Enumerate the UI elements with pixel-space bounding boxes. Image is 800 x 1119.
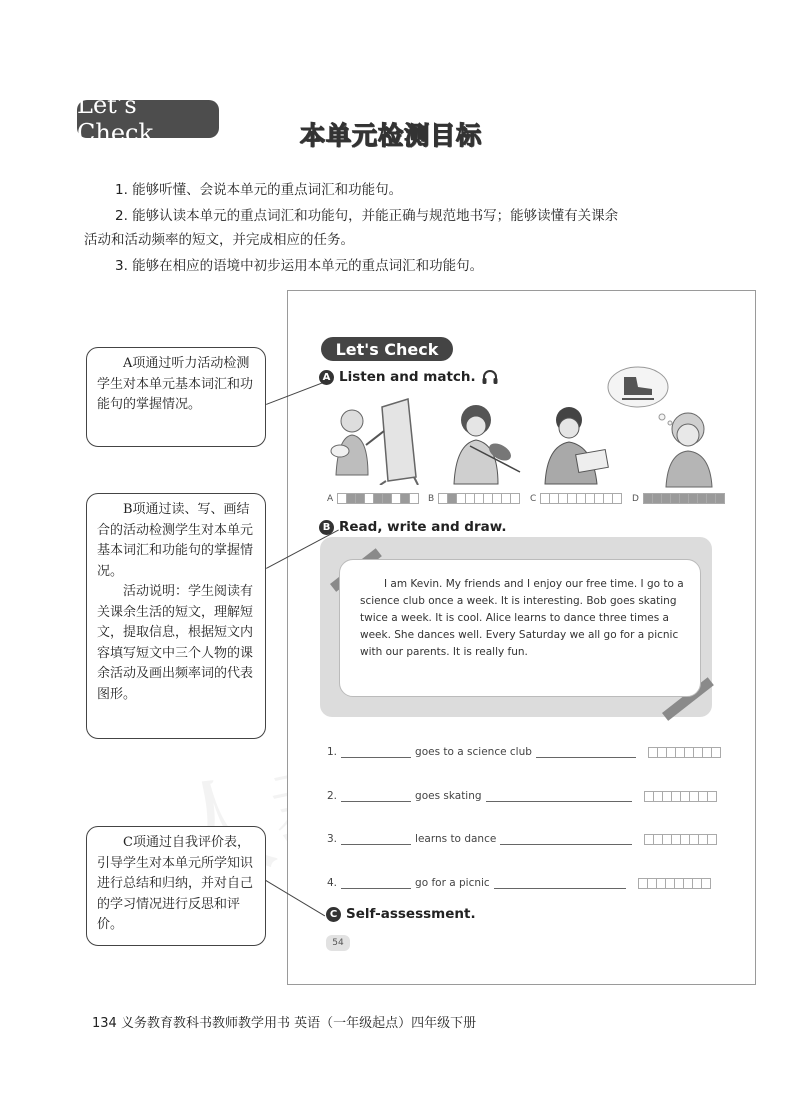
- section-a-header: [319, 369, 499, 385]
- headphones-icon: [481, 369, 499, 385]
- fill-row-1: [327, 745, 720, 758]
- page-footer: 134 义务教育教科书教师教学用书 英语（一年级起点）四年级下册: [92, 1016, 477, 1031]
- goal-title-char: 标: [456, 121, 482, 150]
- draw-boxes[interactable]: [638, 878, 710, 889]
- match-box-a[interactable]: [327, 493, 418, 504]
- row-number: 4.: [327, 877, 338, 889]
- section-c-header: [326, 906, 476, 922]
- section-c-title: Self-assessment.: [346, 906, 476, 922]
- blank-frequency[interactable]: [494, 876, 626, 889]
- row-activity: goes to a science club: [415, 746, 532, 758]
- unit-goals-title: [300, 116, 481, 152]
- blank-name[interactable]: [341, 876, 411, 889]
- section-a-letter: A: [319, 370, 334, 385]
- row-activity: learns to dance: [415, 833, 497, 845]
- draw-boxes[interactable]: [644, 834, 716, 845]
- draw-boxes[interactable]: [648, 747, 720, 758]
- goal-title-char: 元: [352, 121, 378, 150]
- match-label-a: A: [327, 493, 334, 504]
- fill-row-2: [327, 789, 716, 802]
- blank-frequency[interactable]: [536, 745, 636, 758]
- blank-name[interactable]: [341, 832, 411, 845]
- goal-title-char: 检: [378, 121, 404, 150]
- note-c: [86, 826, 266, 946]
- row-number: 3.: [327, 833, 338, 845]
- match-label-b: B: [428, 493, 435, 504]
- goal-title-char: 测: [404, 121, 430, 150]
- goal-title-char: 单: [326, 121, 352, 150]
- match-box-b[interactable]: [428, 493, 519, 504]
- note-b: [86, 493, 266, 739]
- section-b-title: Read, write and draw.: [339, 519, 507, 535]
- blank-frequency[interactable]: [486, 789, 632, 802]
- note-c-text: C项通过自我评价表，引导学生对本单元所学知识进行总结和归纳，并对自己的学习情况进行反思和评价。: [97, 835, 254, 932]
- textbook-page-number: 54: [326, 935, 350, 951]
- draw-boxes[interactable]: [644, 791, 716, 802]
- goal-1: 1. 能够听懂、会说本单元的重点词汇和功能句。: [115, 182, 403, 198]
- fill-row-4: [327, 876, 710, 889]
- goal-title-char: 目: [430, 121, 456, 150]
- section-c-letter: C: [326, 907, 341, 922]
- match-label-c: C: [530, 493, 537, 504]
- goal-2-cont: 活动和活动频率的短文，并完成相应的任务。: [84, 232, 354, 248]
- story-text-box: [339, 559, 701, 697]
- section-b-letter: B: [319, 520, 334, 535]
- blank-frequency[interactable]: [500, 832, 632, 845]
- match-box-d[interactable]: [632, 493, 724, 504]
- textbook-lets-check: Let's Check: [321, 337, 453, 361]
- story-text: I am Kevin. My friends and I enjoy our free time. I go to a science club once a week. It is interesting. Bob goes skating twice a week. It is cool. Alice learns to dance three times a week. She dances well. Every Saturday we all go for a picnic with our parents. It is really fun.: [360, 578, 684, 658]
- row-number: 2.: [327, 790, 338, 802]
- violin-girl-illustration: [440, 398, 525, 486]
- match-label-d: D: [632, 493, 639, 504]
- goal-title-char: 本: [300, 121, 326, 150]
- row-number: 1.: [327, 746, 338, 758]
- goal-3: 3. 能够在相应的语境中初步运用本单元的重点词汇和功能句。: [115, 258, 484, 274]
- blank-name[interactable]: [341, 789, 411, 802]
- lets-check-badge: Let’s Check: [77, 100, 219, 138]
- note-a: [86, 347, 266, 447]
- section-a-title: Listen and match.: [339, 369, 476, 385]
- skating-boy-illustration: [600, 365, 720, 490]
- note-b-text: B项通过读、写、画结合的活动检测学生对本单元基本词汇和功能句的掌握情况。: [97, 502, 254, 579]
- blank-name[interactable]: [341, 745, 411, 758]
- note-b-explain: 活动说明：学生阅读有关课余生活的短文，理解短文，提取信息，根据短文内容填写短文中三个人物的课余活动及画出频率词的代表图形。: [97, 584, 254, 702]
- section-b-header: [319, 519, 506, 535]
- note-a-text: A项通过听力活动检测学生对本单元基本词汇和功能句的掌握情况。: [97, 356, 254, 412]
- row-activity: go for a picnic: [415, 877, 490, 889]
- painting-boy-illustration: [322, 395, 432, 485]
- fill-row-3: [327, 832, 716, 845]
- match-box-c[interactable]: [530, 493, 621, 504]
- goal-2: 2. 能够认读本单元的重点词汇和功能句，并能正确与规范地书写；能够读懂有关课余: [115, 208, 619, 224]
- row-activity: goes skating: [415, 790, 482, 802]
